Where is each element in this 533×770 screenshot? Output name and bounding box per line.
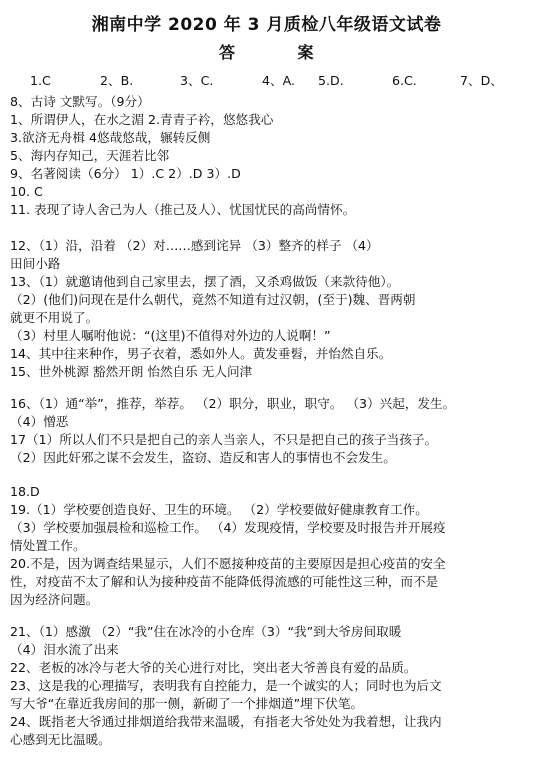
answer-line: 田间小路 xyxy=(10,256,61,271)
answer-line: （4）憎恶 xyxy=(10,414,69,429)
answer-heading-char-2: 案 xyxy=(297,43,315,62)
answer-line: （2）(他们)问现在是什么朝代，竟然不知道有过汉朝，(至于)魏、晋两朝 xyxy=(10,292,416,307)
document-title: 湘南中学 2020 年 3 月质检八年级语文试卷 xyxy=(91,15,442,35)
answer-line: 23、这是我的心理描写，表明我有自控能力，是一个诚实的人；同时也为后文 xyxy=(10,678,442,693)
mc-answer-6: 6.C. xyxy=(392,73,417,88)
answer-line: 20.不是，因为调查结果显示，人们不愿接种疫苗的主要原因是担心疫苗的安全 xyxy=(10,556,446,571)
answer-line: 10. C xyxy=(10,184,43,199)
answer-line: （3）村里人嘱咐他说：“(这里)不值得对外边的人说啊！” xyxy=(10,328,331,343)
mc-answer-7: 7、D、 xyxy=(460,73,503,88)
answer-line: 17（1）所以人们不只是把自己的亲人当亲人，不只是把自己的孩子当孩子。 xyxy=(10,432,438,447)
answer-line: 1、所谓伊人，在水之湄 2.青青子衿，悠悠我心 xyxy=(10,112,274,127)
answer-line: 15、世外桃源 豁然开朗 怡然自乐 无人问津 xyxy=(10,364,253,379)
mc-answer-5: 5.D. xyxy=(318,73,344,88)
answer-line: 11. 表现了诗人舍己为人（推己及人）、忧国忧民的高尚情怀。 xyxy=(10,202,356,217)
answer-line: 14、其中往来种作，男子衣着，悉如外人。黄发垂髫，并怡然自乐。 xyxy=(10,346,392,361)
answer-line: 写大爷“在靠近我房间的那一侧，新砌了一个排烟道”埋下伏笔。 xyxy=(10,696,364,711)
answer-line: （3）学校要加强晨检和巡检工作。 （4）发现疫情，学校要及时报告并开展疫 xyxy=(10,520,446,535)
answer-line: 21、（1）感激 （2）“我”住在冰冷的小仓库（3）“我”到大爷房间取暖 xyxy=(10,624,402,639)
answer-line: 24、既指老大爷通过排烟道给我带来温暖，有指老大爷处处为我着想，让我内 xyxy=(10,714,442,729)
mc-answer-1: 1.C xyxy=(30,73,51,88)
answer-line: 3.欲济无舟楫 4悠哉悠哉，辗转反侧 xyxy=(10,130,211,145)
mc-answer-4: 4、A. xyxy=(262,73,296,88)
answer-line: 情处置工作。 xyxy=(10,538,86,553)
answer-line: 8、古诗 文默写。（9分） xyxy=(10,94,150,109)
answer-heading xyxy=(0,40,533,63)
answer-line: 13、（1）就邀请他到自己家里去，摆了酒，又杀鸡做饭（来款待他）。 xyxy=(10,274,400,289)
answer-line: （2）因此奸邪之谋不会发生，盗窃、造反和害人的事情也不会发生。 xyxy=(10,450,396,465)
answer-line: 19.（1）学校要创造良好、卫生的环境。 （2）学校要做好健康教育工作。 xyxy=(10,502,428,517)
answer-line: 22、老板的冰冷与老大爷的关心进行对比，突出老大爷善良有爱的品质。 xyxy=(10,660,417,675)
answer-line: 5、海内存知己，天涯若比邻 xyxy=(10,148,170,163)
answer-line: 心感到无比温暖。 xyxy=(10,732,111,747)
answer-line: 性，对疫苗不太了解和认为接种疫苗不能降低得流感的可能性这三种，而不是 xyxy=(10,574,439,589)
answer-line: 18.D xyxy=(10,484,40,499)
answer-line: 12、（1）沿，沿着 （2）对……感到诧异 （3）整齐的样子 （4） xyxy=(10,238,379,253)
answer-line: （4）泪水流了出来 xyxy=(10,642,119,657)
answer-line: 16、（1）通“举”，推荐，举荐。 （2）职分，职业，职守。 （3）兴起，发生。 xyxy=(10,396,456,411)
answer-heading-char-1: 答 xyxy=(218,43,236,62)
answer-line: 因为经济问题。 xyxy=(10,592,99,607)
answer-line: 就更不用说了。 xyxy=(10,310,99,325)
mc-answer-2: 2、B. xyxy=(100,73,134,88)
mc-answer-3: 3、C. xyxy=(180,73,214,88)
answer-line: 9、名著阅读（6分） 1）.C 2）.D 3）.D xyxy=(10,166,241,181)
